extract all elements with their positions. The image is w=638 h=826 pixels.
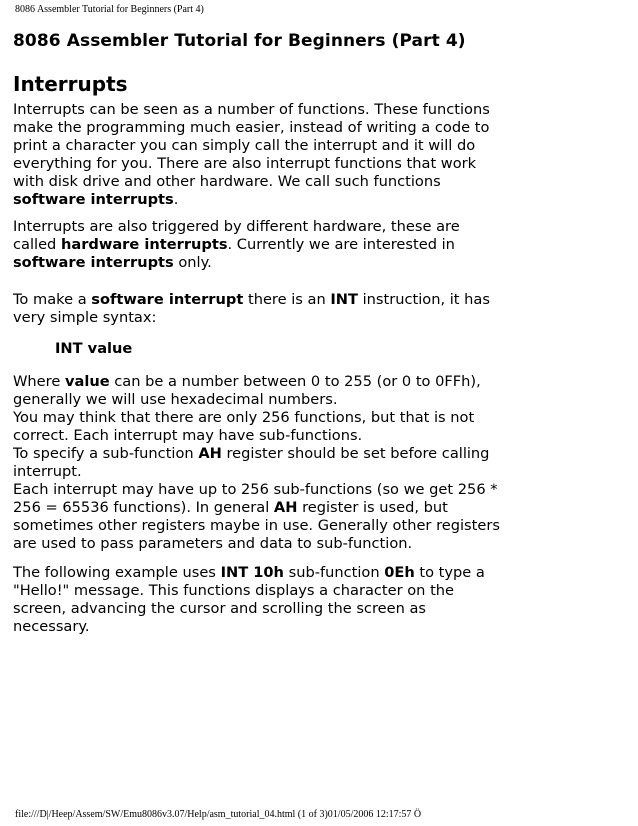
- paragraph-text: The following example uses: [13, 564, 221, 581]
- bold-term: software interrupts: [13, 254, 174, 271]
- paragraph-text: register is used, but sometimes other registers maybe in use. Generally other registers are used to pass parameters and data to sub-function.: [13, 499, 500, 552]
- paragraph-text: only.: [173, 254, 212, 271]
- paragraph-text: Interrupts are also triggered by different hardware, these are called: [13, 218, 460, 253]
- paragraph-value-range: [13, 373, 503, 553]
- section-title-interrupts: Interrupts: [13, 72, 128, 96]
- paragraph-text: .: [173, 191, 179, 208]
- paragraph-text: Interrupts can be seen as a number of functions. These functions make the programming much easier, instead of writing a code to print a character you can simply call the interrupt and it will do everything for you. There are also interrupt functions that work with disk drive and other hardware. We call such functions: [13, 101, 490, 190]
- paragraph-text: to type a "Hello!" message. This functions displays a character on the screen, advancing the cursor and scrolling the screen as necessary.: [13, 564, 485, 635]
- paragraph-text: register should be set before calling interrupt.: [13, 445, 490, 480]
- print-header: 8086 Assembler Tutorial for Beginners (Part 4): [15, 4, 204, 15]
- bold-term: INT: [330, 291, 358, 308]
- bold-term: AH: [273, 499, 298, 516]
- paragraph-text: To specify a sub-function: [13, 445, 199, 462]
- paragraph-text: You may think that there are only 256 functions, but that is not correct. Each interrupt may have sub-functions.: [13, 409, 475, 444]
- bold-term: hardware interrupts: [60, 236, 228, 253]
- document-title: 8086 Assembler Tutorial for Beginners (Part 4): [13, 31, 466, 51]
- paragraph-example-intro: [13, 564, 503, 636]
- print-footer: file:///D|/Heep/Assem/SW/Emu8086v3.07/Help/asm_tutorial_04.html (1 of 3)01/05/2006 12:17:57 Ö: [15, 809, 422, 820]
- paragraph-text: sub-function: [283, 564, 385, 581]
- syntax-example: INT value: [55, 340, 133, 357]
- bold-term: AH: [198, 445, 222, 462]
- paragraph-text: . Currently we are interested in: [227, 236, 455, 253]
- paragraph-text: To make a: [13, 291, 92, 308]
- paragraph-hardware-interrupts: [13, 218, 503, 272]
- bold-term: software interrupt: [91, 291, 244, 308]
- bold-term: INT 10h: [220, 564, 284, 581]
- document-body: [13, 30, 503, 636]
- paragraph-text: instruction, it has very simple syntax:: [13, 291, 490, 326]
- bold-term: software interrupts: [13, 191, 174, 208]
- paragraph-text: can be a number between 0 to 255 (or 0 to 0FFh), generally we will use hexadecimal numbers.: [13, 373, 481, 408]
- bold-term: value: [64, 373, 110, 390]
- paragraph-text: Where: [13, 373, 65, 390]
- bold-term: 0Eh: [384, 564, 415, 581]
- paragraph-text: Each interrupt may have up to 256 sub-functions (so we get 256 * 256 = 65536 functions). In general: [13, 481, 498, 516]
- paragraph-int-instruction: [13, 291, 503, 327]
- paragraph-text: there is an: [243, 291, 331, 308]
- paragraph-intro: [13, 101, 503, 209]
